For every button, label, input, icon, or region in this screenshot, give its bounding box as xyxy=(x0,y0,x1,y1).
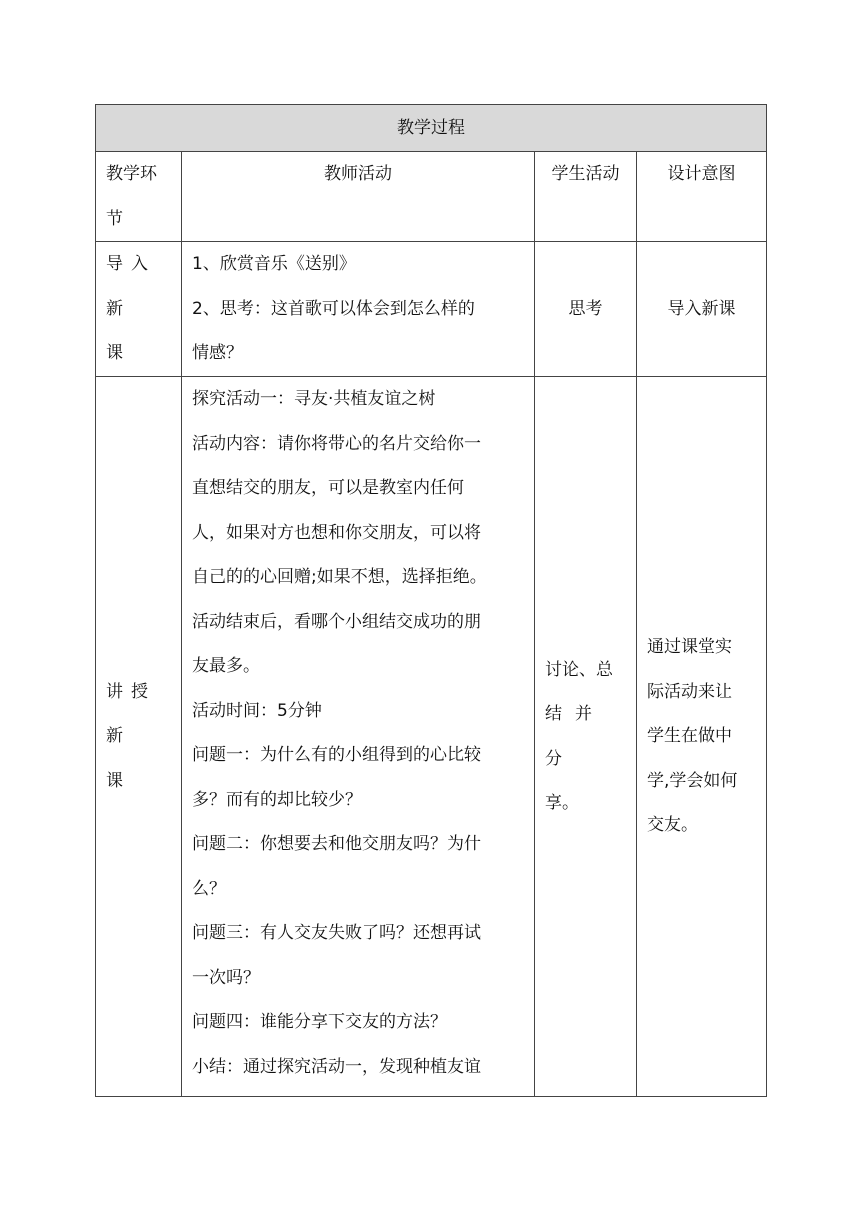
header-design: 设计意图 xyxy=(637,152,767,242)
student-line: 享。 xyxy=(545,793,579,813)
teacher-line: 1、欣赏音乐《送别》 xyxy=(192,254,356,274)
design-line: 通过课堂实 xyxy=(647,637,732,658)
teacher-line: 2、思考：这首歌可以体会到怎么样的 xyxy=(192,298,475,319)
design-line: 交友。 xyxy=(647,815,698,836)
table-title: 教学过程 xyxy=(96,105,767,152)
design-line: 学,学会如何 xyxy=(647,770,738,791)
teacher-line: 情感？ xyxy=(192,343,243,363)
header-teacher: 教师活动 xyxy=(182,152,535,242)
teacher-line: 多？而有的却比较少？ xyxy=(192,789,362,810)
student-line: 结并分 xyxy=(545,704,605,769)
teacher-line: 自己的的心回赠;如果不想，选择拒绝。 xyxy=(192,567,487,587)
design-cell xyxy=(637,377,767,1097)
design-line: 学生在做中 xyxy=(647,726,732,747)
teacher-line: 探究活动一：寻友·共植友谊之树 xyxy=(192,389,436,409)
teacher-line: 活动时间：5分钟 xyxy=(192,700,322,721)
teacher-line: 活动内容：请你将带心的名片交给你一 xyxy=(192,433,481,454)
student-cell: 思考 xyxy=(535,242,637,377)
teacher-line: 么？ xyxy=(192,878,226,899)
stage-line: 课 xyxy=(106,770,123,791)
design-cell: 导入新课 xyxy=(637,242,767,377)
teacher-line: 小结：通过探究活动一，发现种植友谊 xyxy=(192,1056,481,1077)
teacher-line: 问题一：为什么有的小组得到的心比较 xyxy=(192,745,481,765)
teaching-process-table xyxy=(95,104,767,1097)
header-row xyxy=(96,152,767,242)
stage-line: 导入新 xyxy=(106,254,156,319)
header-stage-line: 节 xyxy=(106,208,123,229)
teacher-line: 问题三：有人交友失败了吗？还想再试 xyxy=(192,923,481,943)
table-row-intro xyxy=(96,242,767,377)
teacher-line: 问题四：谁能分享下交友的方法？ xyxy=(192,1012,447,1032)
stage-cell xyxy=(96,377,182,1097)
stage-line: 讲授新 xyxy=(106,681,156,747)
table-row-main xyxy=(96,377,767,1097)
teacher-cell xyxy=(182,377,535,1097)
student-line: 讨论、总 xyxy=(545,659,613,680)
teacher-cell xyxy=(182,242,535,377)
stage-line: 课 xyxy=(106,343,123,363)
header-student: 学生活动 xyxy=(535,152,637,242)
teacher-line: 一次吗？ xyxy=(192,967,260,988)
stage-cell xyxy=(96,242,182,377)
teacher-line: 活动结束后，看哪个小组结交成功的朋 xyxy=(192,611,481,632)
student-cell xyxy=(535,377,637,1097)
header-stage xyxy=(96,152,182,242)
teacher-line: 直想结交的朋友，可以是教室内任何 xyxy=(192,478,464,498)
teacher-line: 问题二：你想要去和他交朋友吗？为什 xyxy=(192,834,481,854)
header-stage-line: 教学环 xyxy=(106,164,157,184)
design-line: 际活动来让 xyxy=(647,681,732,702)
teacher-line: 人，如果对方也想和你交朋友，可以将 xyxy=(192,522,481,543)
teacher-line: 友最多。 xyxy=(192,656,260,676)
